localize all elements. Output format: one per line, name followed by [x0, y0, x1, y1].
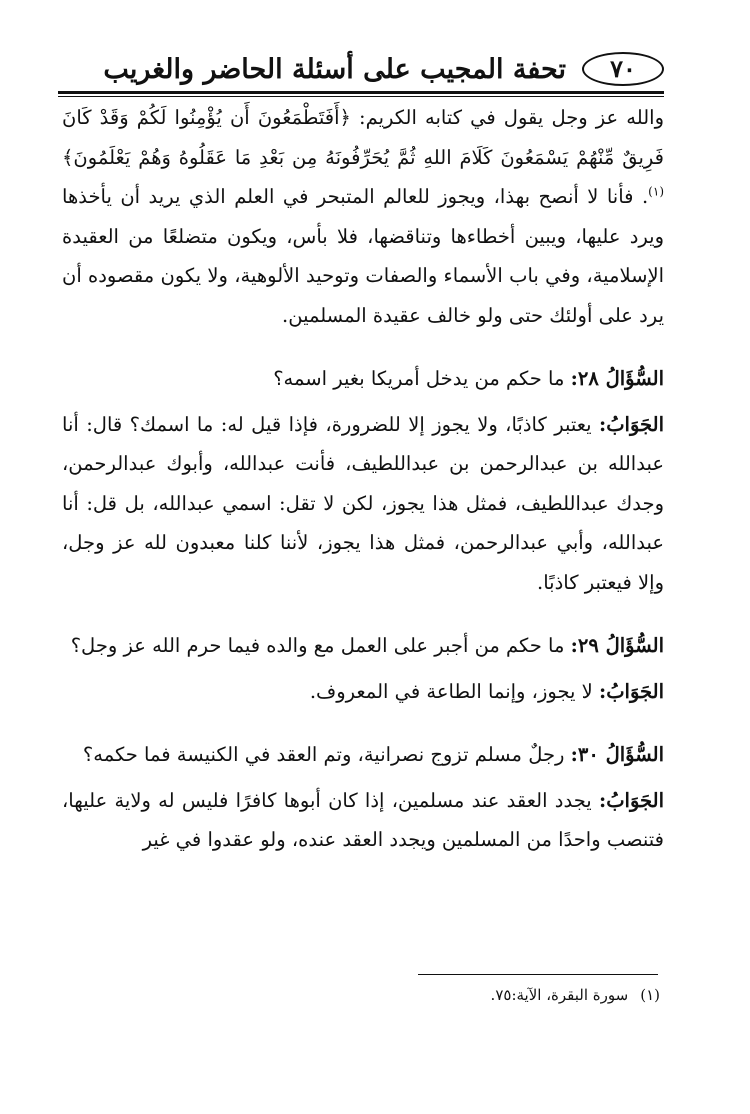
answer-28	[62, 405, 664, 603]
footnote-reference: (١)	[648, 184, 664, 199]
answer-29	[62, 672, 664, 712]
answer-text: لا يجوز، وإنما الطاعة في المعروف.	[309, 679, 599, 703]
running-title: تحفة المجيب على أسئلة الحاضر والغريب	[103, 54, 566, 85]
footnote-text: سورة البقرة، الآية:٧٥.	[490, 986, 629, 1004]
quran-verse: ﴿أَفَتَطْمَعُونَ أَن يُؤْمِنُوا لَكُمْ وَقَدْ كَانَ فَرِيقٌ مِّنْهُمْ يَسْمَعُونَ كَلَامَ اللهِ ثُمَّ يُحَرِّفُونَهُ مِن بَعْدِ مَا عَقَلُوهُ وَهُمْ يَعْلَمُونَ﴾	[62, 106, 664, 169]
answer-30	[62, 781, 664, 860]
question-text: ما حكم من يدخل أمريكا بغير اسمه؟	[273, 367, 571, 390]
answer-label: الجَوَابُ:	[599, 679, 664, 703]
question-label: السُّؤَالُ ٢٨:	[570, 367, 664, 390]
question-text: رجلٌ مسلم تزوج نصرانية، وتم العقد في الكنيسة فما حكمه؟	[82, 743, 571, 766]
question-label: السُّؤَالُ ٣٠:	[570, 743, 664, 766]
question-28	[62, 359, 664, 399]
question-30	[62, 735, 664, 775]
footnote-number: (١)	[640, 986, 660, 1004]
answer-label: الجَوَابُ:	[599, 788, 664, 812]
answer-text: يجدد العقد عند مسلمين، إذا كان أبوها كافرًا فليس له ولاية عليها، فتنصب واحدًا من المسلمين ويجدد العقد عنده، ولو عقدوا في غير	[62, 788, 664, 851]
question-29	[62, 626, 664, 666]
question-text: ما حكم من أجبر على العمل مع والده فيما حرم الله عز وجل؟	[70, 634, 571, 657]
footnote-divider	[418, 974, 658, 975]
answer-text: يعتبر كاذبًا، ولا يجوز إلا للضرورة، فإذا قيل له: ما اسمك؟ قال: أنا عبدالله بن عبدالرحمن بن عبداللطيف، فأنت عبدالله، وأبوك عبدالرحمن، وجدك عبداللطيف، فمثل هذا يجوز، لكن لا تقل: اسمي عبدالله، بل قل: أنا عبدالله، وأبي عبدالرحمن، فمثل هذا يجوز، لأننا كلنا معبدون لله عز وجل، وإلا فيعتبر كاذبًا.	[62, 412, 664, 594]
intro-lead: والله عز وجل يقول في كتابه الكريم:	[350, 106, 664, 129]
footnote	[491, 986, 660, 1004]
intro-paragraph	[62, 98, 664, 335]
page-header	[58, 44, 664, 96]
page-body	[62, 98, 664, 860]
answer-label: الجَوَابُ:	[599, 412, 664, 436]
intro-rest: . فأنا لا أنصح بهذا، ويجوز للعالم المتبحر في العلم الذي يريد أن يأخذها ويرد عليها، ويبين أخطاءها وتناقضها، فلا بأس، ويكون متضلعًا من العقيدة الإسلامية، وفي باب الأسماء والصفات وتوحيد الألوهية، ولا يكون مقصوده أن يرد على أولئك حتى ولو خالف عقيدة المسلمين.	[62, 185, 664, 327]
header-divider	[58, 91, 664, 97]
question-label: السُّؤَالُ ٢٩:	[570, 634, 664, 657]
page-number: ٧٠	[582, 52, 664, 86]
